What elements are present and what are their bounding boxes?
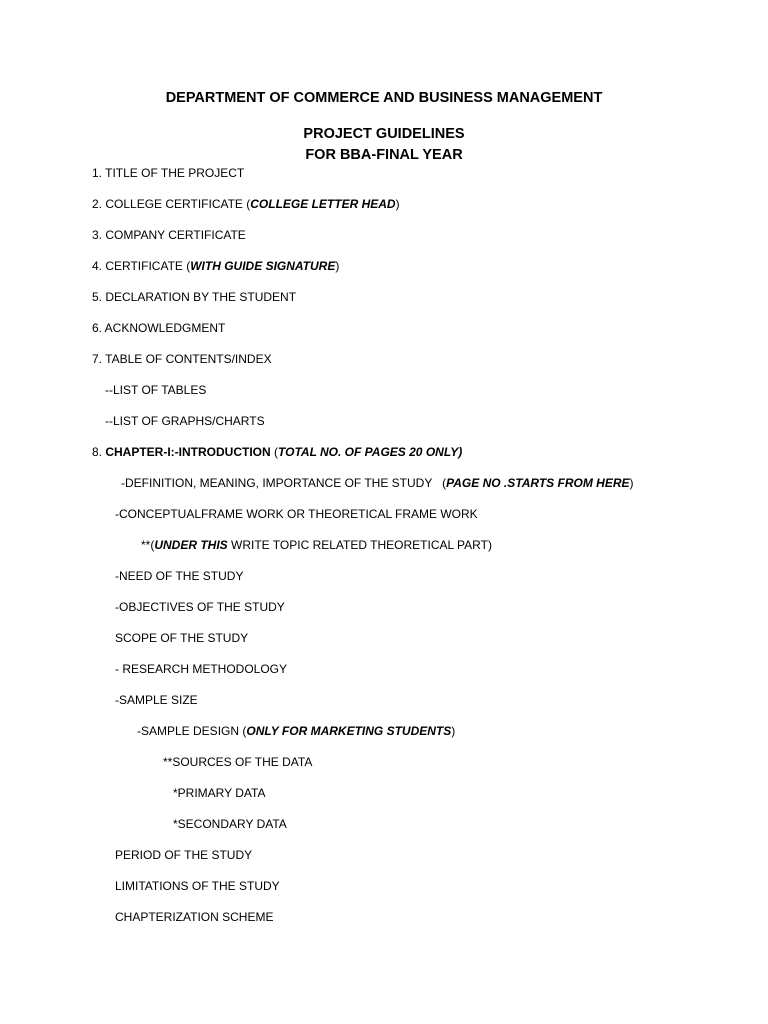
document-subtitle: FOR BBA-FINAL YEAR (305, 147, 463, 163)
item-chapter-introduction (92, 445, 462, 459)
item-chapterization-scheme: CHAPTERIZATION SCHEME (115, 910, 274, 924)
item-title-of-project: 1. TITLE OF THE PROJECT (92, 166, 245, 180)
item-text: 4. CERTIFICATE ( (92, 259, 191, 273)
item-emphasis: PAGE NO .STARTS FROM HERE (446, 476, 630, 490)
item-text: -DEFINITION, MEANING, IMPORTANCE OF THE STUDY ( (121, 476, 447, 490)
item-emphasis: COLLEGE LETTER HEAD (250, 197, 396, 211)
item-certificate (92, 259, 339, 273)
item-limitations: LIMITATIONS OF THE STUDY (115, 879, 280, 893)
item-text: WRITE TOPIC RELATED THEORETICAL PART) (227, 538, 492, 552)
item-table-of-contents: 7. TABLE OF CONTENTS/INDEX (92, 352, 272, 366)
item-text: ) (629, 476, 634, 490)
item-text: ( (270, 445, 279, 459)
item-scope: SCOPE OF THE STUDY (115, 631, 249, 645)
department-heading: DEPARTMENT OF COMMERCE AND BUSINESS MANAGEMENT (165, 90, 603, 106)
item-declaration: 5. DECLARATION BY THE STUDENT (92, 290, 297, 304)
item-text: ) (395, 197, 400, 211)
item-emphasis: ONLY FOR MARKETING STUDENTS (246, 724, 452, 738)
item-period-of-study: PERIOD OF THE STUDY (115, 848, 253, 862)
item-need-of-study: -NEED OF THE STUDY (115, 569, 244, 583)
item-text: ) (335, 259, 340, 273)
item-list-of-graphs: --LIST OF GRAPHS/CHARTS (105, 414, 265, 428)
item-sources-of-data: **SOURCES OF THE DATA (163, 755, 313, 769)
item-text: -SAMPLE DESIGN ( (137, 724, 247, 738)
item-text: 8. (92, 445, 106, 459)
item-text: 2. COLLEGE CERTIFICATE ( (92, 197, 251, 211)
item-acknowledgment: 6. ACKNOWLEDGMENT (92, 321, 226, 335)
document-title: PROJECT GUIDELINES (303, 126, 465, 142)
item-text: ) (451, 724, 456, 738)
item-text: **( (141, 538, 155, 552)
item-conceptual-framework: -CONCEPTUALFRAME WORK OR THEORETICAL FRAME WORK (115, 507, 478, 521)
item-objectives: -OBJECTIVES OF THE STUDY (115, 600, 285, 614)
item-under-this (141, 538, 492, 552)
item-primary-data: *PRIMARY DATA (173, 786, 266, 800)
item-secondary-data: *SECONDARY DATA (173, 817, 287, 831)
item-research-methodology: - RESEARCH METHODOLOGY (115, 662, 288, 676)
item-definition (121, 476, 634, 490)
item-bold: CHAPTER-I:-INTRODUCTION (105, 445, 271, 459)
item-sample-size: -SAMPLE SIZE (115, 693, 198, 707)
item-emphasis: UNDER THIS (154, 538, 228, 552)
item-sample-design (137, 724, 455, 738)
item-list-of-tables: --LIST OF TABLES (105, 383, 207, 397)
item-emphasis: WITH GUIDE SIGNATURE (190, 259, 336, 273)
item-company-certificate: 3. COMPANY CERTIFICATE (92, 228, 246, 242)
item-college-certificate (92, 197, 400, 211)
item-emphasis: TOTAL NO. OF PAGES 20 ONLY) (278, 445, 463, 459)
